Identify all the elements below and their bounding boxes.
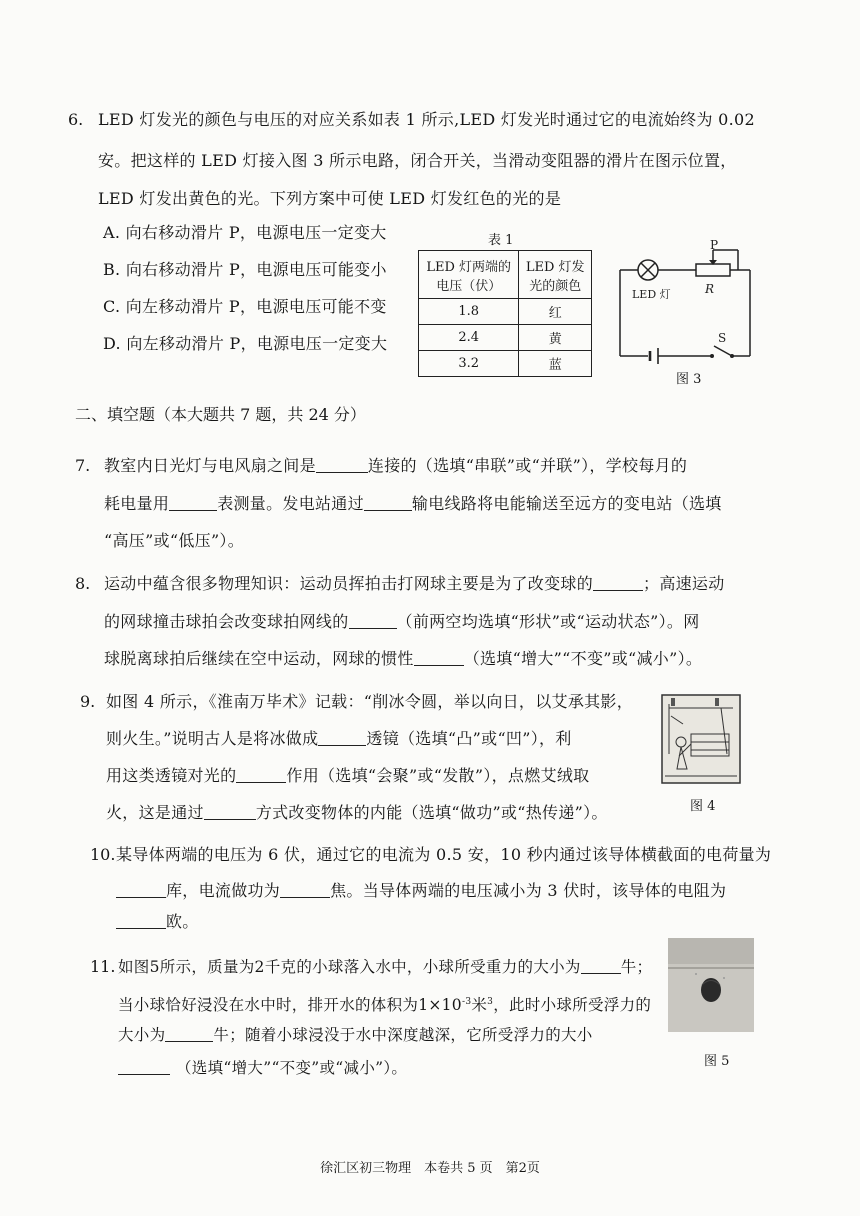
q10-line-1: 某导体两端的电压为 6 伏，通过它的电流为 0.5 安，10 秒内通过该导体横截面的电荷量为 — [116, 845, 772, 864]
switch-label: S — [718, 331, 727, 345]
q9-line-4: 火，这是通过 方式改变物体的内能（选填“做功”或“热传递”）。 — [106, 803, 608, 822]
answer-blank[interactable] — [118, 1058, 170, 1075]
table-row — [419, 299, 592, 325]
answer-blank[interactable] — [165, 1025, 213, 1042]
answer-blank[interactable] — [116, 912, 166, 929]
answer-blank[interactable] — [316, 456, 368, 473]
q11-line-4: （选填“增大”“不变”或“减小”）。 — [118, 1058, 407, 1078]
figure4-illustration — [661, 694, 741, 784]
q8-line-3: 球脱离球拍后继续在空中运动，网球的惯性 （选填“增大”“不变”或“减小”）。 — [104, 649, 703, 668]
q8-line-2: 的网球撞击球拍会改变球拍网线的 （前两空均选填“形状”或“运动状态”）。网 — [104, 612, 700, 631]
answer-blank[interactable] — [581, 957, 621, 974]
figure5-photo — [668, 938, 754, 1032]
q6-option-c: C. 向左移动滑片 P，电源电压可能不变 — [103, 297, 387, 316]
q8-number: 8. — [75, 574, 91, 593]
table-cell: 蓝 — [519, 351, 592, 377]
answer-blank[interactable] — [364, 494, 412, 511]
q6-option-d: D. 向左移动滑片 P，电源电压一定变大 — [103, 334, 388, 353]
q7-line-1: 教室内日光灯与电风扇之间是 连接的（选填“串联”或“并联”），学校每月的 — [104, 456, 688, 475]
circuit-diagram — [610, 238, 770, 384]
table1-header-voltage: LED 灯两端的 电压（伏） — [419, 251, 519, 299]
q6-number: 6. — [68, 110, 84, 129]
q6-line-2: 安。把这样的 LED 灯接入图 3 所示电路，闭合开关，当滑动变阻器的滑片在图示位置， — [98, 151, 737, 170]
answer-blank[interactable] — [318, 729, 366, 746]
q6-line-1: LED 灯发光的颜色与电压的对应关系如表 1 所示,LED 灯发光时通过它的电流始终为 0.02 — [98, 110, 755, 129]
answer-blank[interactable] — [236, 766, 286, 783]
q8-line-1: 运动中蕴含很多物理知识：运动员挥拍击打网球主要是为了改变球的 ；高速运动 — [104, 574, 725, 593]
q11-line-3: 大小为 牛；随着小球浸没于水中深度越深，它所受浮力的大小 — [118, 1026, 593, 1044]
q10-line-3: 欧。 — [116, 912, 199, 932]
answer-blank[interactable] — [204, 803, 256, 820]
table-cell: 红 — [519, 299, 592, 325]
resistor-label: R — [705, 282, 715, 296]
answer-blank[interactable] — [116, 881, 166, 898]
answer-blank[interactable] — [593, 574, 643, 591]
q7-line-2: 耗电量用 表测量。发电站通过 输电线路将电能输送至远方的变电站（选填 — [104, 494, 722, 513]
q9-line-2: 则火生。”说明古人是将冰做成 透镜（选填“凸”或“凹”），利 — [106, 729, 572, 748]
answer-blank[interactable] — [169, 494, 217, 511]
table1-header-color: LED 灯发 光的颜色 — [519, 251, 592, 299]
q6-line-3: LED 灯发出黄色的光。下列方案中可使 LED 灯发红色的光的是 — [98, 189, 562, 208]
q9-line-3: 用这类透镜对光的 作用（选填“会聚”或“发散”），点燃艾绒取 — [106, 766, 590, 785]
table-row — [419, 325, 592, 351]
led-label: LED 灯 — [632, 288, 671, 301]
q6-option-a: A. 向右移动滑片 P，电源电压一定变大 — [103, 223, 387, 242]
table-cell: 1.8 — [419, 299, 519, 325]
q10-number: 10. — [90, 845, 116, 864]
q6-option-b: B. 向右移动滑片 P，电源电压可能变小 — [103, 260, 387, 279]
figure5-caption: 图 5 — [704, 1054, 730, 1069]
answer-blank[interactable] — [280, 881, 330, 898]
slider-label: P — [710, 238, 719, 252]
page-footer: 徐汇区初三物理 本卷共 5 页 第2页 — [320, 1161, 540, 1176]
q9-number: 9. — [80, 692, 96, 711]
figure4-caption: 图 4 — [690, 799, 716, 814]
q11-number: 11. — [90, 957, 116, 976]
q7-number: 7. — [75, 456, 91, 475]
table-cell: 黄 — [519, 325, 592, 351]
answer-blank[interactable] — [349, 612, 397, 629]
q10-line-2: 库，电流做功为 焦。当导体两端的电压减小为 3 伏时，该导体的电阻为 — [116, 881, 726, 901]
table-cell: 3.2 — [419, 351, 519, 377]
table1-caption: 表 1 — [488, 233, 514, 248]
table-cell: 2.4 — [419, 325, 519, 351]
table-row — [419, 351, 592, 377]
section-title: 二、填空题（本大题共 7 题，共 24 分） — [75, 405, 366, 424]
q9-line-1: 如图 4 所示，《淮南万毕术》记载：“削冰令圆，举以向日，以艾承其影， — [106, 692, 634, 711]
q7-line-3: “高压”或“低压”）。 — [104, 531, 245, 550]
q11-line-1: 如图5所示，质量为2千克的小球落入水中，小球所受重力的大小为 牛； — [118, 958, 653, 976]
q11-line-2: 当小球恰好浸没在水中时，排开水的体积为$1\times 10^{-3}$米$^3$，此时小球所受浮力的 — [118, 996, 652, 1015]
answer-blank[interactable] — [414, 649, 464, 666]
figure3-caption: 图 3 — [676, 372, 702, 387]
table1 — [418, 250, 592, 377]
